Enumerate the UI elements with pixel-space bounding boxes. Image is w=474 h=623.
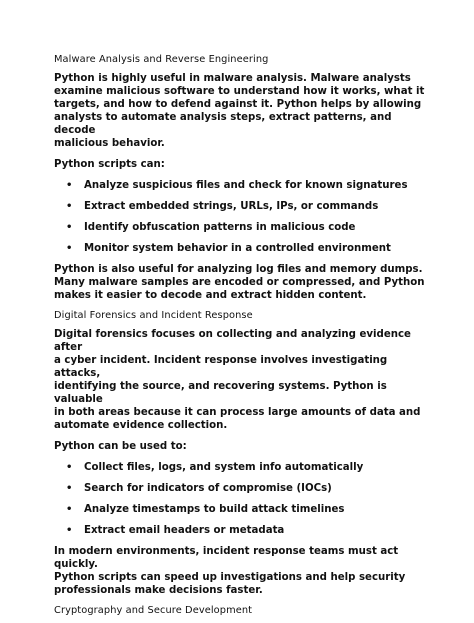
list-item: [54, 461, 426, 474]
section-outro-paragraph: In modern environments, incident response teams must act quickly. Python scripts can speed up investigations and help security professionals make decisions faster.: [54, 546, 406, 596]
section-outro-paragraph: Python is also useful for analyzing log files and memory dumps. Many malware samples are encoded or compressed, and Python makes it easier to decode and extract hidden content.: [54, 264, 425, 301]
list-intro: Python can be used to:: [54, 441, 187, 452]
bullet-list: [54, 179, 426, 255]
list-item: [54, 200, 426, 213]
list-item-text: Identify obfuscation patterns in malicious code: [84, 222, 356, 233]
section-heading: Cryptography and Secure Development: [54, 605, 253, 616]
document-body: [54, 54, 426, 623]
list-item: [54, 179, 426, 192]
list-item: [54, 482, 426, 495]
bullet-icon: •: [66, 504, 73, 515]
section-digital-forensics: [54, 310, 426, 597]
bullet-icon: •: [66, 243, 73, 254]
bullet-icon: •: [66, 462, 73, 473]
list-item-text: Analyze suspicious files and check for known signatures: [84, 180, 408, 191]
list-intro: Python scripts can:: [54, 159, 165, 170]
list-item-text: Extract embedded strings, URLs, IPs, or commands: [84, 201, 379, 212]
list-item-text: Monitor system behavior in a controlled environment: [84, 243, 391, 254]
section-malware-analysis: [54, 54, 426, 302]
list-item-text: Analyze timestamps to build attack timelines: [84, 504, 345, 515]
section-intro-paragraph: Python is highly useful in malware analysis. Malware analysts examine malicious software to understand how it works, what it targets, and how to defend against it. Python helps by allowing analysts to automate analysis steps, extract patterns, and decode malicious behavior.: [54, 73, 425, 149]
bullet-icon: •: [66, 483, 73, 494]
list-item-text: Search for indicators of compromise (IOCs): [84, 483, 332, 494]
bullet-icon: •: [66, 201, 73, 212]
list-item: [54, 221, 426, 234]
section-intro-paragraph: Digital forensics focuses on collecting and analyzing evidence after a cyber incident. Incident response involves investigating attacks, identifying the source, and recovering systems. Python is valuable in both areas because it can process large amounts of data and automate evidence collection.: [54, 329, 421, 431]
bullet-icon: •: [66, 222, 73, 233]
list-item-text: Collect files, logs, and system info automatically: [84, 462, 364, 473]
list-item: [54, 524, 426, 537]
bullet-icon: •: [66, 525, 73, 536]
section-cryptography: [54, 605, 426, 617]
bullet-icon: •: [66, 180, 73, 191]
list-item: [54, 503, 426, 516]
bullet-list: [54, 461, 426, 537]
section-heading: Malware Analysis and Reverse Engineering: [54, 54, 269, 65]
section-heading: Digital Forensics and Incident Response: [54, 310, 253, 321]
list-item-text: Extract email headers or metadata: [84, 525, 285, 536]
list-item: [54, 242, 426, 255]
